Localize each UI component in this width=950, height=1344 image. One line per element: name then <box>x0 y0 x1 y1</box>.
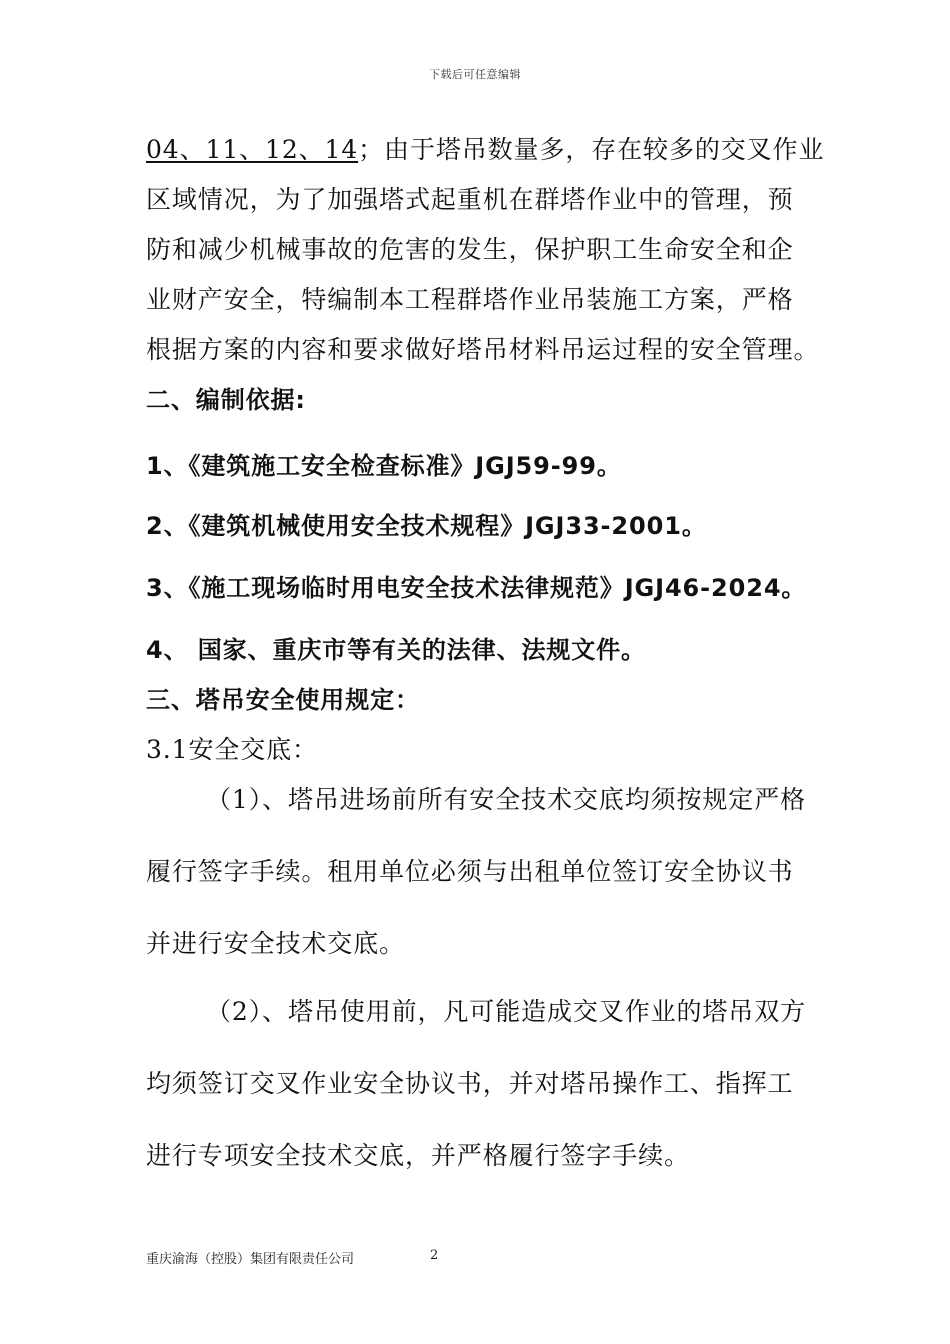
paragraph-line: （1）、塔吊进场前所有安全技术交底均须按规定严格 <box>206 785 807 814</box>
basis-item: 4、 国家、重庆市等有关的法律、法规文件。 <box>146 636 646 664</box>
page-number: 2 <box>430 1248 439 1263</box>
section-heading: 二、编制依据: <box>146 386 306 414</box>
paragraph-line: 并进行安全技术交底。 <box>146 929 406 958</box>
footer-company: 重庆渝海（控股）集团有限责任公司 <box>146 1252 355 1267</box>
paragraph-line: 防和减少机械事故的危害的发生，保护职工生命安全和企 <box>146 235 794 264</box>
paragraph-line: 区域情况，为了加强塔式起重机在群塔作业中的管理，预 <box>146 185 794 214</box>
paragraph-line: 履行签字手续。租用单位必须与出租单位签订安全协议书 <box>146 857 794 886</box>
paragraph-line: 均须签订交叉作业安全协议书，并对塔吊操作工、指挥工 <box>146 1069 794 1098</box>
reference-numbers: 04、11、12、14 <box>146 135 359 164</box>
paragraph-line: （2）、塔吊使用前，凡可能造成交叉作业的塔吊双方 <box>206 997 807 1026</box>
basis-item: 3、《施工现场临时用电安全技术法律规范》JGJ46-2024。 <box>146 574 807 602</box>
page-header: 下载后可任意编辑 <box>429 68 521 81</box>
paragraph-line: 进行专项安全技术交底，并严格履行签字手续。 <box>146 1141 690 1170</box>
subsection-heading: 3.1安全交底： <box>146 735 318 764</box>
basis-item: 1、《建筑施工安全检查标准》JGJ59-99。 <box>146 452 622 480</box>
basis-item: 2、《建筑机械使用安全技术规程》JGJ33-2001。 <box>146 512 707 540</box>
paragraph-text: ；由于塔吊数量多，存在较多的交叉作业 <box>358 135 825 164</box>
paragraph-line: 根据方案的内容和要求做好塔吊材料吊运过程的安全管理。 <box>146 335 820 364</box>
paragraph-line <box>146 134 825 166</box>
section-heading: 三、塔吊安全使用规定： <box>146 686 420 714</box>
paragraph-line: 业财产安全，特编制本工程群塔作业吊装施工方案，严格 <box>146 285 794 314</box>
